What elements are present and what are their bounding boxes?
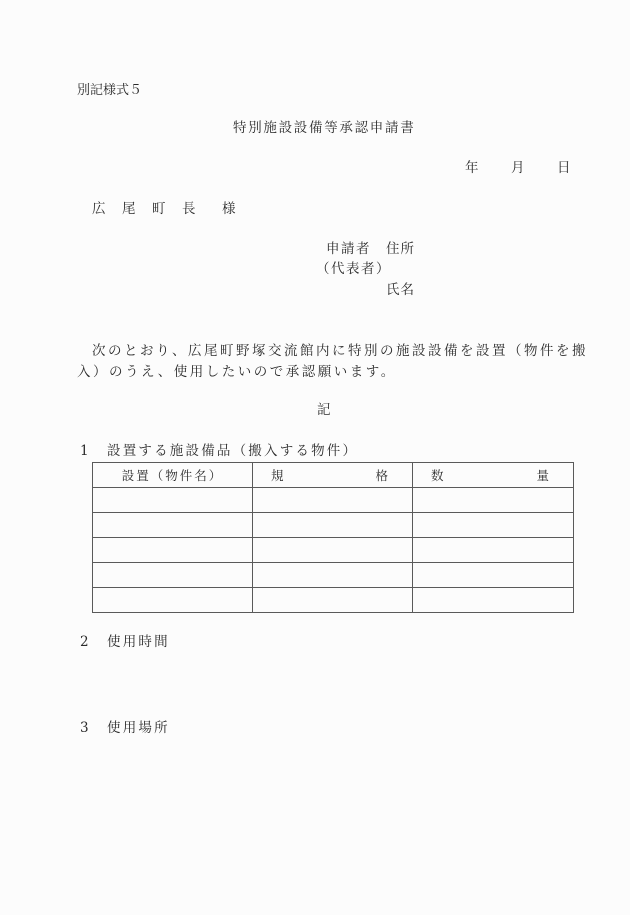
spec-cell[interactable] <box>253 588 413 613</box>
addressee-char: 町 <box>152 201 166 217</box>
section-number: 1 <box>80 443 89 459</box>
form-number: 別記様式５ <box>77 83 143 98</box>
spec-cell[interactable] <box>253 513 413 538</box>
quantity-cell[interactable] <box>413 563 574 588</box>
section-title-usage-place: 使用場所 <box>107 720 170 736</box>
ki-heading: 記 <box>317 402 331 418</box>
column-header-spec <box>253 463 413 488</box>
date-day-label: 日 <box>557 160 571 176</box>
addressee-char: 広 <box>92 201 106 217</box>
table-header-row <box>93 463 574 488</box>
quantity-cell[interactable] <box>413 588 574 613</box>
section-title-usage-time: 使用時間 <box>107 634 170 650</box>
item-name-cell[interactable] <box>93 513 253 538</box>
addressee-char: 長 <box>182 201 196 217</box>
column-header-quantity-left: 数 <box>431 468 444 483</box>
date-year-label: 年 <box>465 160 479 176</box>
address-label: 住所 <box>386 241 415 257</box>
table-row <box>93 563 574 588</box>
column-header-spec-left: 規 <box>271 468 284 483</box>
document-title: 特別施設設備等承認申請書 <box>233 120 416 136</box>
section-title-items: 設置する施設備品（搬入する物件） <box>107 443 359 459</box>
section-number: 2 <box>80 634 89 650</box>
table-row <box>93 488 574 513</box>
item-name-cell[interactable] <box>93 488 253 513</box>
spec-cell[interactable] <box>253 488 413 513</box>
column-header-item-name: 設置（物件名） <box>93 463 253 488</box>
item-name-cell[interactable] <box>93 538 253 563</box>
representative-label: （代表者） <box>316 261 391 277</box>
applicant-label: 申請者 <box>326 241 371 257</box>
date-month-label: 月 <box>511 160 525 176</box>
spec-cell[interactable] <box>253 538 413 563</box>
table-row <box>93 588 574 613</box>
quantity-cell[interactable] <box>413 513 574 538</box>
addressee-char: 尾 <box>122 201 136 217</box>
column-header-spec-right: 格 <box>375 468 388 483</box>
body-line: 次のとおり、広尾町野塚交流館内に特別の施設設備を設置（物件を搬 <box>92 343 588 359</box>
body-line: 入）のうえ、使用したいので承認願います。 <box>77 364 397 380</box>
column-header-quantity <box>413 463 574 488</box>
quantity-cell[interactable] <box>413 538 574 563</box>
addressee-honorific: 様 <box>222 201 236 217</box>
column-header-quantity-right: 量 <box>536 468 549 483</box>
item-name-cell[interactable] <box>93 563 253 588</box>
table-row <box>93 538 574 563</box>
name-label: 氏名 <box>386 282 415 298</box>
section-number: 3 <box>80 720 89 736</box>
item-name-cell[interactable] <box>93 588 253 613</box>
table-row <box>93 513 574 538</box>
spec-cell[interactable] <box>253 563 413 588</box>
quantity-cell[interactable] <box>413 488 574 513</box>
items-table <box>92 462 574 613</box>
